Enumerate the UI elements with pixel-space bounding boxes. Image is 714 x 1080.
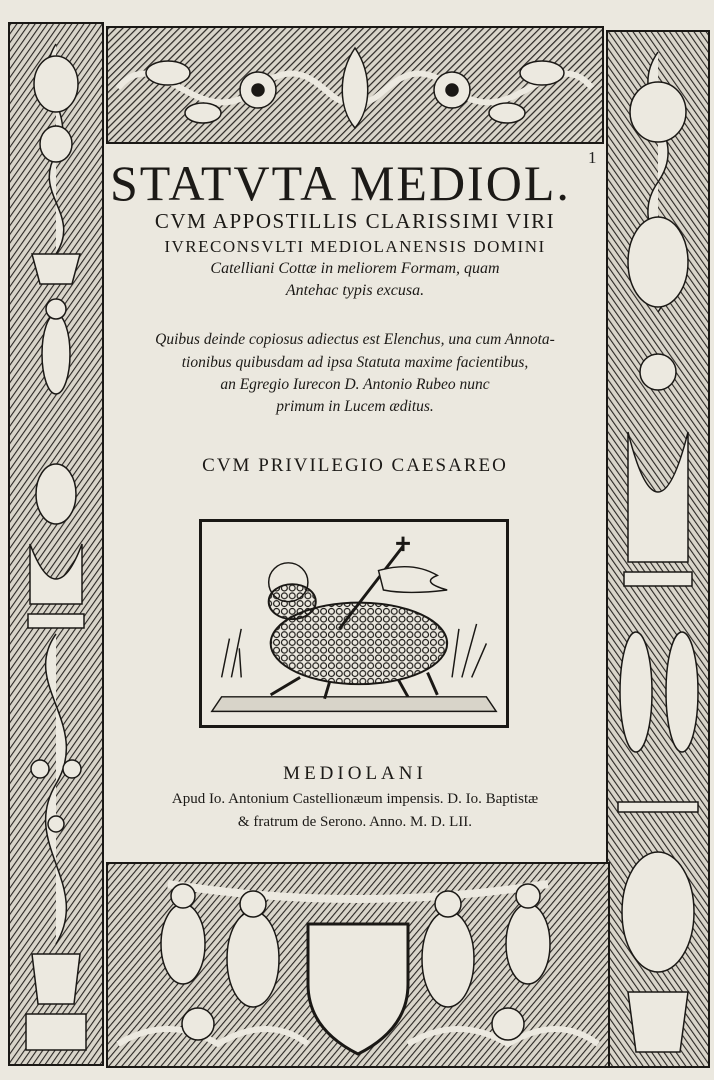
description-line: Quibus deinde copiosus adiectus est Elenchus, una cum Annota- (155, 331, 555, 348)
left-ornamental-border (8, 22, 104, 1066)
title-line-5: Antehac typis excusa. (285, 282, 425, 299)
imprint-place: MEDIOLANI (283, 763, 427, 784)
description-line: primum in Lucem æditus. (276, 398, 434, 415)
printer-mark-woodcut (199, 519, 509, 728)
description-line: an Egregio Iurecon D. Antonio Rubeo nunc (220, 376, 490, 393)
title-line-2: CVM APPOSTILLIS CLARISSIMI VIRI (154, 209, 556, 233)
imprint-line: Apud Io. Antonium Castellionæum impensis. D. Io. Baptistæ (171, 791, 539, 807)
title-line-4: Catelliani Cottæ in meliorem Formam, quam (210, 260, 500, 277)
imprint-line: & fratrum de Serono. Anno. M. D. LII. (237, 814, 473, 830)
top-ornamental-border (106, 26, 604, 144)
folio-number: 1 (588, 148, 597, 167)
main-title: STATVTA MEDIOL. (110, 155, 571, 211)
right-ornamental-border (606, 30, 710, 1068)
title-line-3: IVRECONSVLTI MEDIOLANENSIS DOMINI (164, 237, 546, 256)
description-line: tionibus quibusdam ad ipsa Statuta maxime facientibus, (181, 354, 529, 371)
privilege-line: CVM PRIVILEGIO CAESAREO (202, 455, 508, 476)
bottom-ornamental-border (106, 862, 610, 1068)
